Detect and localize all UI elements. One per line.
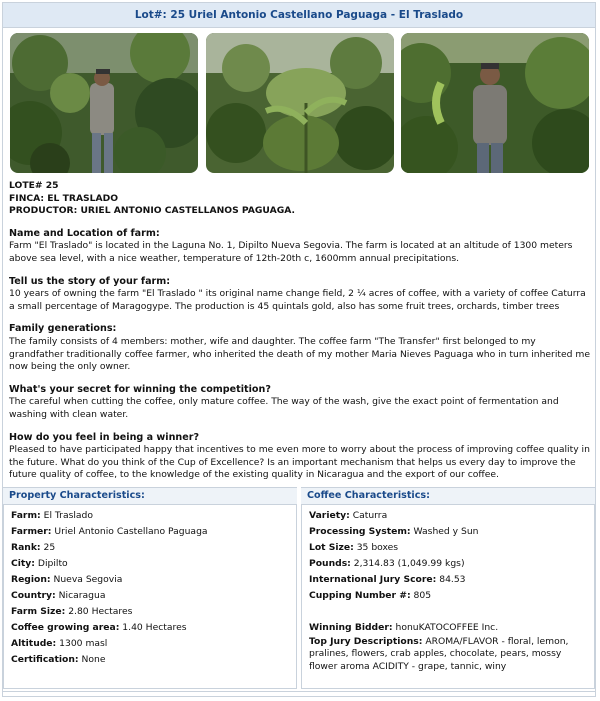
section-text-winner: Pleased to have participated happy that incentives to me even more to worry about the process of improving coffee quality in the future. What do you think of the Cup of Excellence? Is an important mechanism that helps us every day to improve the future quality of coffee, to the knowledge of the existing quality in Nicaragua and the export of our coffee.: [9, 444, 590, 481]
section-heading-family: Family generations:: [9, 323, 117, 335]
section-text-family: The family consists of 4 members: mother, wife and daughter. The coffee farm "The Transfer" first belonged to my grandfather traditionally coffee farmer, who inherited the death of my mother Maria Nieves Paguaga who in turn inherited me now being the only owner.: [9, 335, 590, 373]
coffee-row-processing: Processing System: Washed y Sun: [309, 526, 479, 537]
section-heading-location: Name and Location of farm:: [9, 227, 160, 239]
footer-divider: [3, 691, 595, 692]
coffee-heading: Coffee Characteristics:: [301, 487, 595, 505]
page-title: Lot#: 25 Uriel Antonio Castellano Paguaga - El Traslado: [3, 3, 595, 28]
farm-story: [9, 180, 591, 482]
section-text-location: Farm "El Traslado" is located in the Laguna No. 1, Dipilto Nueva Segovia. The farm is located at an altitude of 1300 meters above sea level, with a nice weather, temperature of 12th-20th c, 1600mm annual precipitations.: [9, 240, 573, 264]
property-characteristics: [3, 487, 297, 687]
section-heading-winner: How do you feel in being a winner?: [9, 431, 200, 443]
property-row-growing-area: Coffee growing area: 1.40 Hectares: [11, 622, 187, 633]
section-text-secret: The careful when cutting the coffee, only mature coffee. The way of the wash, give the exact point of fermentation and washing with clean water.: [9, 396, 559, 420]
property-row-region: Region: Nueva Segovia: [11, 574, 123, 585]
property-row-certification: Certification: None: [11, 654, 106, 665]
farm-photo-2: [206, 33, 394, 173]
section-heading-secret: What's your secret for winning the competition?: [9, 383, 271, 395]
section-heading-story: Tell us the story of your farm:: [9, 275, 171, 287]
farm-photo-3: [401, 33, 589, 173]
property-row-farmer: Farmer: Uriel Antonio Castellano Paguaga: [11, 526, 208, 537]
finca-line: FINCA: EL TRASLADO: [9, 192, 119, 204]
section-text-story: 10 years of owning the farm "El Traslado " its original name change field, 2 ¼ acres of coffee, with a variety of coffee Caturra a small percentage of Maragogype. The production is 45 quintals gold, also has some fruit trees, orchards, timber trees: [9, 288, 586, 312]
farm-photo-1: [10, 33, 198, 173]
coffee-row-winning-bidder: Winning Bidder: honuKATOCOFFEE Inc.: [309, 622, 499, 633]
property-row-rank: Rank: 25: [11, 542, 56, 553]
lot-line: LOTE# 25: [9, 180, 59, 191]
coffee-row-jury-descriptions: Top Jury Descriptions: AROMA/FLAVOR - floral, lemon, pralines, flowers, crab apples, chocolate, pears, mossy flower aroma ACIDITY - grape, tannic, winy: [309, 636, 569, 672]
coffee-row-lot-size: Lot Size: 35 boxes: [309, 542, 399, 553]
property-row-country: Country: Nicaragua: [11, 590, 106, 601]
coffee-row-variety: Variety: Caturra: [309, 510, 388, 521]
productor-line: PRODUCTOR: URIEL ANTONIO CASTELLANOS PAGUAGA.: [9, 205, 296, 217]
property-row-altitude: Altitude: 1300 masl: [11, 638, 108, 649]
property-row-city: City: Dipilto: [11, 558, 68, 569]
characteristics-table: [3, 487, 595, 687]
coffee-row-pounds: Pounds: 2,314.83 (1,049.99 kgs): [309, 558, 465, 569]
coffee-row-cupping-number: Cupping Number #: 805: [309, 590, 432, 601]
photo-strip: [10, 33, 590, 173]
coffee-row-jury-score: International Jury Score: 84.53: [309, 574, 466, 585]
property-row-farm-size: Farm Size: 2.80 Hectares: [11, 606, 133, 617]
coffee-characteristics: [301, 487, 595, 687]
property-row-farm: Farm: El Traslado: [11, 510, 94, 521]
property-heading: Property Characteristics:: [3, 487, 297, 505]
